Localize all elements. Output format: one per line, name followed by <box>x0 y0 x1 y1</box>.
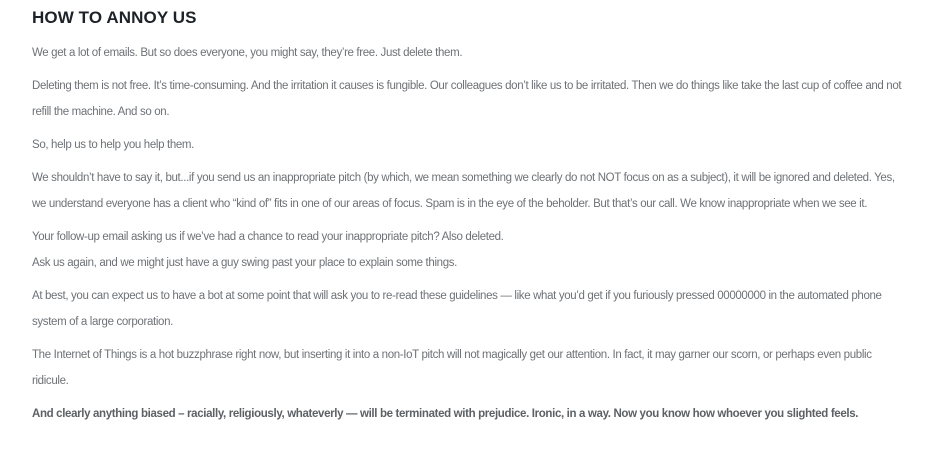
paragraph: We shouldn’t have to say it, but...if you send us an inappropriate pitch (by which, we mean something we clearly do not NOT focus on as a subject), it will be ignored and deleted. Yes, we understand everyone has a client who “kind of” fits in one of our areas of focus. Spam is in the eye of the beholder. But that’s our call. We know inappropriate when we see it. <box>32 172 895 210</box>
paragraph: So, help us to help you help them. <box>32 139 194 151</box>
page-title: HOW TO ANNOY US <box>32 8 197 27</box>
paragraph: Deleting them is not free. It’s time-consuming. And the irritation it causes is fungible. Our colleagues don’t like us to be irritated. Then we do things like take the last cup of coffee and not refill the machine. And so on. <box>32 80 902 118</box>
paragraph: Your follow-up email asking us if we’ve had a chance to read your inappropriate pitch? Also deleted. Ask us again, and we might just have a guy swing past your place to explain some things. <box>32 231 504 269</box>
paragraph-bold: And clearly anything biased – racially, religiously, whateverly — will be terminated with prejudice. Ironic, in a way. Now you know how whoever you slighted feels. <box>32 408 859 420</box>
paragraph: At best, you can expect us to have a bot at some point that will ask you to re-read these guidelines — like what you’d get if you furiously pressed 00000000 in the automated phone system of a large corporation. <box>32 290 882 328</box>
article-body <box>32 40 905 427</box>
paragraph: The Internet of Things is a hot buzzphrase right now, but inserting it into a non-IoT pitch will not magically get our attention. In fact, it may garner our scorn, or perhaps even public ridicule. <box>32 349 872 387</box>
paragraph: We get a lot of emails. But so does everyone, you might say, they’re free. Just delete them. <box>32 47 463 59</box>
